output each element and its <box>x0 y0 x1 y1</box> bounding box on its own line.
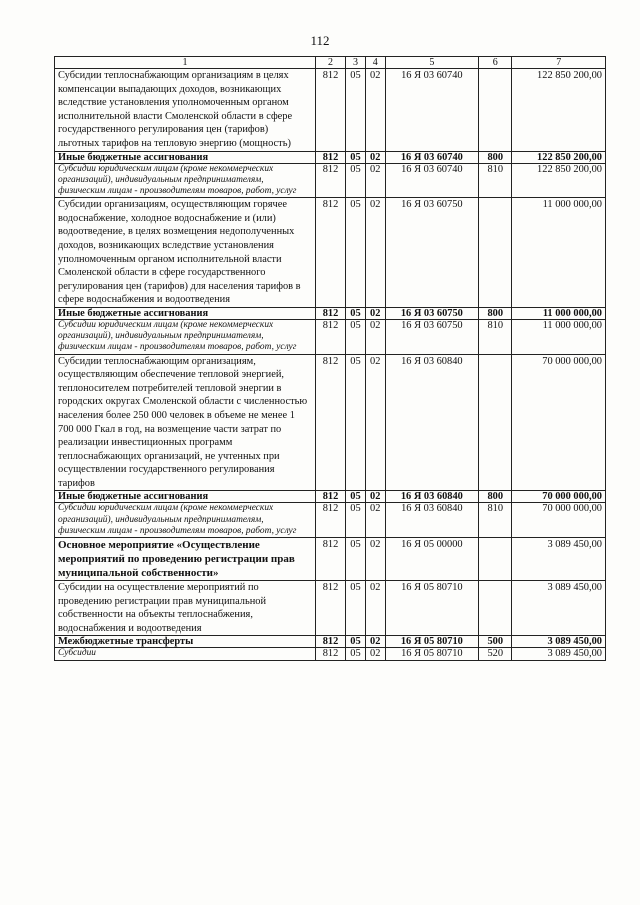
table-row <box>55 538 606 581</box>
cell-target-article: 16 Я 05 80710 <box>385 636 479 648</box>
cell-expense-type: 800 <box>479 307 512 319</box>
cell-target-article: 16 Я 03 60750 <box>385 198 479 308</box>
row-name: Иные бюджетные ассигнования <box>55 151 316 163</box>
cell-target-article: 16 Я 03 60750 <box>385 319 479 354</box>
table-row <box>55 354 606 491</box>
cell-subsection: 02 <box>365 491 385 503</box>
cell-section: 05 <box>346 648 366 660</box>
cell-section: 05 <box>346 151 366 163</box>
cell-target-article: 16 Я 05 00000 <box>385 538 479 581</box>
cell-expense-type: 520 <box>479 648 512 660</box>
row-name: Иные бюджетные ассигнования <box>55 307 316 319</box>
cell-expense-type <box>479 354 512 491</box>
cell-subsection: 02 <box>365 648 385 660</box>
cell-section: 05 <box>346 503 366 538</box>
cell-subsection: 02 <box>365 538 385 581</box>
cell-expense-type: 810 <box>479 163 512 198</box>
table-row <box>55 198 606 308</box>
cell-target-article: 16 Я 03 60840 <box>385 503 479 538</box>
table-row <box>55 151 606 163</box>
header-col-6: 6 <box>479 57 512 69</box>
cell-admin-code: 812 <box>315 491 345 503</box>
table-row <box>55 581 606 636</box>
cell-amount: 11 000 000,00 <box>512 307 606 319</box>
cell-amount: 3 089 450,00 <box>512 538 606 581</box>
header-col-1: 1 <box>55 57 316 69</box>
cell-target-article: 16 Я 03 60740 <box>385 69 479 152</box>
cell-expense-type: 810 <box>479 319 512 354</box>
cell-admin-code: 812 <box>315 163 345 198</box>
cell-expense-type: 800 <box>479 491 512 503</box>
cell-section: 05 <box>346 581 366 636</box>
row-name: Субсидии теплоснабжающим организациям в целях компенсации выпадающих доходов, возникающих вследствие установления уполномоченным органом исполнительной власти Смоленской области в сфере государственного регулирования цен (тарифов) льготных тарифов на тепловую энергию (мощность) <box>55 69 316 152</box>
cell-amount: 11 000 000,00 <box>512 319 606 354</box>
cell-expense-type: 500 <box>479 636 512 648</box>
cell-expense-type <box>479 198 512 308</box>
cell-admin-code: 812 <box>315 319 345 354</box>
cell-expense-type: 810 <box>479 503 512 538</box>
header-col-7: 7 <box>512 57 606 69</box>
row-name: Субсидии юридическим лицам (кроме некоммерческих организаций), индивидуальным предпринимателям, физическим лицам - производителям товаров, работ, услуг <box>55 163 316 198</box>
cell-target-article: 16 Я 03 60740 <box>385 151 479 163</box>
cell-subsection: 02 <box>365 354 385 491</box>
cell-subsection: 02 <box>365 163 385 198</box>
table-row <box>55 319 606 354</box>
cell-section: 05 <box>346 163 366 198</box>
cell-target-article: 16 Я 05 80710 <box>385 581 479 636</box>
cell-section: 05 <box>346 354 366 491</box>
table-header-row <box>55 57 606 69</box>
cell-admin-code: 812 <box>315 636 345 648</box>
header-col-5: 5 <box>385 57 479 69</box>
cell-section: 05 <box>346 307 366 319</box>
cell-subsection: 02 <box>365 69 385 152</box>
table-row <box>55 648 606 660</box>
header-col-2: 2 <box>315 57 345 69</box>
cell-amount: 122 850 200,00 <box>512 163 606 198</box>
cell-target-article: 16 Я 05 80710 <box>385 648 479 660</box>
cell-amount: 70 000 000,00 <box>512 354 606 491</box>
cell-section: 05 <box>346 319 366 354</box>
cell-expense-type <box>479 538 512 581</box>
cell-admin-code: 812 <box>315 198 345 308</box>
table-row <box>55 503 606 538</box>
row-name: Субсидии юридическим лицам (кроме некоммерческих организаций), индивидуальным предпринимателям, физическим лицам - производителям товаров, работ, услуг <box>55 319 316 354</box>
cell-admin-code: 812 <box>315 69 345 152</box>
cell-admin-code: 812 <box>315 503 345 538</box>
cell-admin-code: 812 <box>315 581 345 636</box>
cell-subsection: 02 <box>365 151 385 163</box>
cell-amount: 3 089 450,00 <box>512 636 606 648</box>
table-row <box>55 636 606 648</box>
cell-target-article: 16 Я 03 60750 <box>385 307 479 319</box>
cell-section: 05 <box>346 538 366 581</box>
cell-amount: 70 000 000,00 <box>512 503 606 538</box>
row-name: Субсидии организациям, осуществляющим горячее водоснабжение, холодное водоснабжение и (или) водоотведение, в целях возмещения недополученных доходов, возникающих вследствие установления уполномоченным органом исполнительной власти Смоленской области в сфере государственного регулирования цен (тарифов) для населения тарифов в сфере водоснабжения и водоотведения <box>55 198 316 308</box>
cell-target-article: 16 Я 03 60840 <box>385 491 479 503</box>
cell-subsection: 02 <box>365 503 385 538</box>
cell-admin-code: 812 <box>315 648 345 660</box>
header-col-3: 3 <box>346 57 366 69</box>
cell-section: 05 <box>346 198 366 308</box>
cell-target-article: 16 Я 03 60840 <box>385 354 479 491</box>
page-number: 112 <box>310 33 330 48</box>
cell-expense-type: 800 <box>479 151 512 163</box>
cell-amount: 3 089 450,00 <box>512 581 606 636</box>
row-name: Основное мероприятие «Осуществление мероприятий по проведению регистрации прав муниципальной собственности» <box>55 538 316 581</box>
cell-amount: 11 000 000,00 <box>512 198 606 308</box>
cell-amount: 3 089 450,00 <box>512 648 606 660</box>
table-row <box>55 491 606 503</box>
row-name: Субсидии на осуществление мероприятий по проведению регистрации прав муниципальной собственности на объекты теплоснабжения, водоснабжения и водоотведения <box>55 581 316 636</box>
table-row <box>55 163 606 198</box>
cell-admin-code: 812 <box>315 354 345 491</box>
table-row <box>55 307 606 319</box>
cell-section: 05 <box>346 636 366 648</box>
cell-subsection: 02 <box>365 319 385 354</box>
cell-expense-type <box>479 69 512 152</box>
cell-amount: 122 850 200,00 <box>512 69 606 152</box>
cell-section: 05 <box>346 69 366 152</box>
cell-subsection: 02 <box>365 636 385 648</box>
table-row <box>55 69 606 152</box>
row-name: Иные бюджетные ассигнования <box>55 491 316 503</box>
cell-section: 05 <box>346 491 366 503</box>
cell-admin-code: 812 <box>315 151 345 163</box>
cell-subsection: 02 <box>365 198 385 308</box>
cell-amount: 70 000 000,00 <box>512 491 606 503</box>
budget-table <box>54 56 606 661</box>
cell-expense-type <box>479 581 512 636</box>
row-name: Субсидии юридическим лицам (кроме некоммерческих организаций), индивидуальным предпринимателям, физическим лицам - производителям товаров, работ, услуг <box>55 503 316 538</box>
cell-admin-code: 812 <box>315 307 345 319</box>
row-name: Субсидии <box>55 648 316 660</box>
cell-subsection: 02 <box>365 307 385 319</box>
row-name: Межбюджетные трансферты <box>55 636 316 648</box>
cell-amount: 122 850 200,00 <box>512 151 606 163</box>
cell-admin-code: 812 <box>315 538 345 581</box>
cell-target-article: 16 Я 03 60740 <box>385 163 479 198</box>
cell-subsection: 02 <box>365 581 385 636</box>
header-col-4: 4 <box>365 57 385 69</box>
row-name: Субсидии теплоснабжающим организациям, осуществляющим обеспечение тепловой энергией, теплоносителем потребителей тепловой энергии в городских округах Смоленской области с численностью населения более 250 000 человек в объеме не менее 1 700 000 Гкал в год, на возмещение части затрат по реализации инвестиционных программ теплоснабжающих организаций, не учтенных при осуществлении государственного регулирования тарифов <box>55 354 316 491</box>
